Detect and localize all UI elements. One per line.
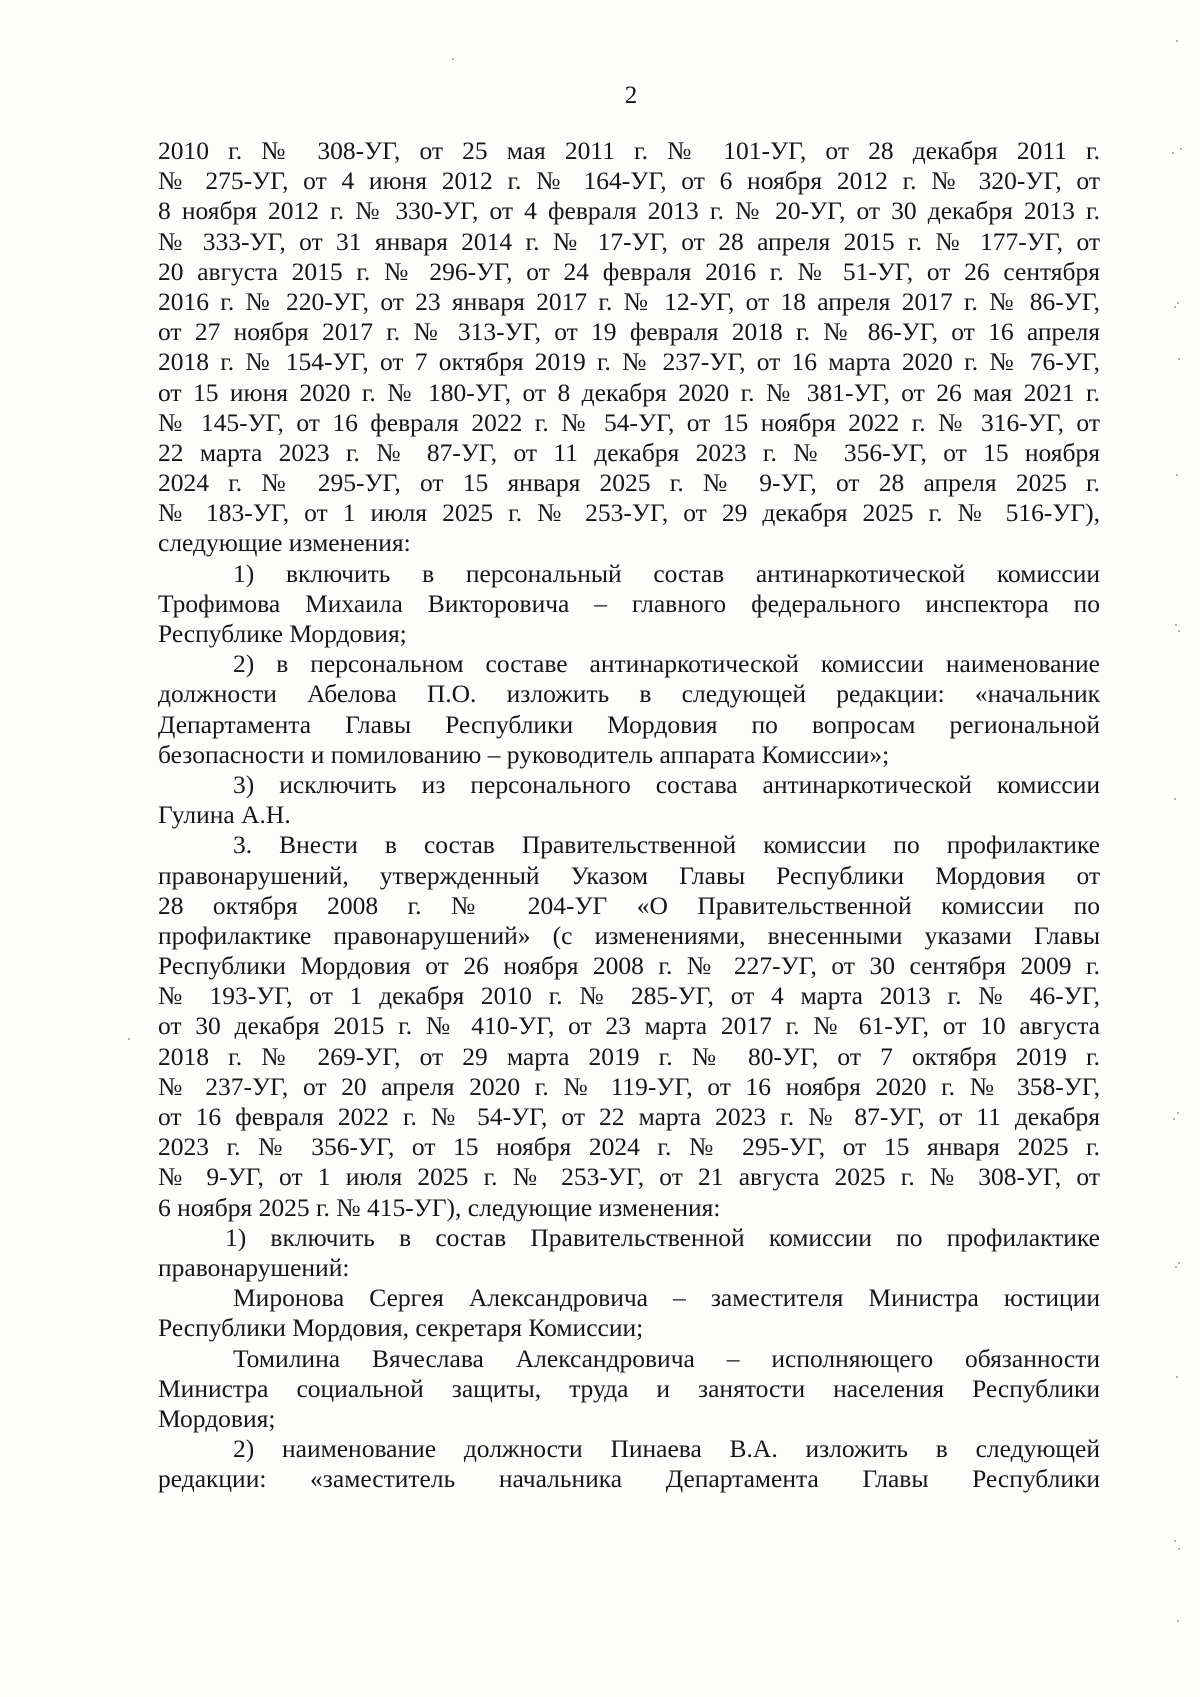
text-line: 2010 г. № 308-УГ, от 25 мая 2011 г. № 101-УГ, от 28 декабря 2011 г. <box>158 136 1100 165</box>
text-line: 2023 г. № 356-УГ, от 15 ноября 2024 г. № 295-УГ, от 15 января 2025 г. <box>158 1132 1100 1162</box>
text-line: редакции: «заместитель начальника Департамента Главы Республики <box>158 1464 1100 1494</box>
text-line: 6 ноября 2025 г. № 415-УГ), следующие изменения: <box>158 1192 721 1222</box>
text-line: от 16 февраля 2022 г. № 54-УГ, от 22 марта 2023 г. № 87-УГ, от 11 декабря <box>158 1102 1100 1131</box>
text-line: № 183-УГ, от 1 июля 2025 г. № 253-УГ, от 29 декабря 2025 г. № 516-УГ), <box>158 498 1100 528</box>
text-line: должности Абелова П.О. изложить в следующей редакции: «начальник <box>158 679 1100 709</box>
text-line: Министра социальной защиты, труда и занятости населения Республики <box>158 1373 1100 1403</box>
text-line: 22 марта 2023 г. № 87-УГ, от 11 декабря 2023 г. № 356-УГ, от 15 ноября <box>158 437 1100 467</box>
text-line: 2018 г. № 154-УГ, от 7 октября 2019 г. № 237-УГ, от 16 марта 2020 г. № 76-УГ, <box>158 347 1100 377</box>
text-line: 3. Внести в состав Правительственной комиссии по профилактике <box>233 830 1100 860</box>
text-line: Департамента Главы Республики Мордовия по вопросам региональной <box>158 709 1100 739</box>
text-line: от 27 ноября 2017 г. № 313-УГ, от 19 февраля 2018 г. № 86-УГ, от 16 апреля <box>158 317 1100 347</box>
text-line: профилактике правонарушений» (с изменениями, внесенными указами Главы <box>158 920 1100 950</box>
text-line: Трофимова Михаила Викторовича – главного федерального инспектора по <box>158 588 1100 618</box>
text-line: правонарушений, утвержденный Указом Главы Республики Мордовия от <box>158 860 1100 890</box>
text-line: 28 октября 2008 г. № 204-УГ «О Правительственной комиссии по <box>158 890 1100 920</box>
text-line: Томилина Вячеслава Александровича – исполняющего обязанности <box>233 1343 1100 1373</box>
page-number: 2 <box>624 82 638 109</box>
text-line: безопасности и помилованию – руководитель аппарата Комиссии»; <box>158 739 890 769</box>
text-line: № 145-УГ, от 16 февраля 2022 г. № 54-УГ, от 15 ноября 2022 г. № 316-УГ, от <box>158 407 1100 437</box>
text-line: № 237-УГ, от 20 апреля 2020 г. № 119-УГ, от 16 ноября 2020 г. № 358-УГ, <box>158 1071 1100 1101</box>
text-line: Миронова Сергея Александровича – заместителя Министра юстиции <box>233 1283 1100 1313</box>
text-line: № 9-УГ, от 1 июля 2025 г. № 253-УГ, от 21 августа 2025 г. № 308-УГ, от <box>158 1162 1100 1192</box>
text-line: 1) включить в персональный состав антинаркотической комиссии <box>233 558 1100 588</box>
text-line: № 193-УГ, от 1 декабря 2010 г. № 285-УГ, от 4 марта 2013 г. № 46-УГ, <box>158 981 1100 1011</box>
text-line: Республики Мордовия от 26 ноября 2008 г. № 227-УГ, от 30 сентября 2009 г. <box>158 951 1100 981</box>
text-line: Республике Мордовия; <box>158 619 407 648</box>
text-line: 3) исключить из персонального состава антинаркотической комиссии <box>233 769 1100 799</box>
text-line: 2016 г. № 220-УГ, от 23 января 2017 г. № 12-УГ, от 18 апреля 2017 г. № 86-УГ, <box>158 286 1100 316</box>
text-line: Республики Мордовия, секретаря Комиссии; <box>158 1313 644 1343</box>
text-line: 2) наименование должности Пинаева В.А. изложить в следующей <box>233 1434 1100 1464</box>
text-line: Гулина А.Н. <box>158 800 291 830</box>
text-line: № 333-УГ, от 31 января 2014 г. № 17-УГ, от 28 апреля 2015 г. № 177-УГ, от <box>158 226 1100 256</box>
text-line: правонарушений: <box>158 1252 350 1282</box>
text-line: от 30 декабря 2015 г. № 410-УГ, от 23 марта 2017 г. № 61-УГ, от 10 августа <box>158 1011 1100 1041</box>
text-line: № 275-УГ, от 4 июня 2012 г. № 164-УГ, от 6 ноября 2012 г. № 320-УГ, от <box>158 166 1100 196</box>
document-body <box>158 136 1100 1494</box>
text-line: 2018 г. № 269-УГ, от 29 марта 2019 г. № 80-УГ, от 7 октября 2019 г. <box>158 1041 1100 1071</box>
text-line: 1) включить в состав Правительственной комиссии по профилактике <box>225 1222 1100 1252</box>
text-line: 8 ноября 2012 г. № 330-УГ, от 4 февраля 2013 г. № 20-УГ, от 30 декабря 2013 г. <box>158 196 1100 226</box>
text-line: 2024 г. № 295-УГ, от 15 января 2025 г. № 9-УГ, от 28 апреля 2025 г. <box>158 468 1100 498</box>
text-line: от 15 июня 2020 г. № 180-УГ, от 8 декабря 2020 г. № 381-УГ, от 26 мая 2021 г. <box>158 377 1100 407</box>
text-line: Мордовия; <box>158 1403 276 1433</box>
text-line: 2) в персональном составе антинаркотической комиссии наименование <box>233 649 1100 679</box>
text-line: 20 августа 2015 г. № 296-УГ, от 24 февраля 2016 г. № 51-УГ, от 26 сентября <box>158 256 1100 286</box>
text-line: следующие изменения: <box>158 528 411 558</box>
